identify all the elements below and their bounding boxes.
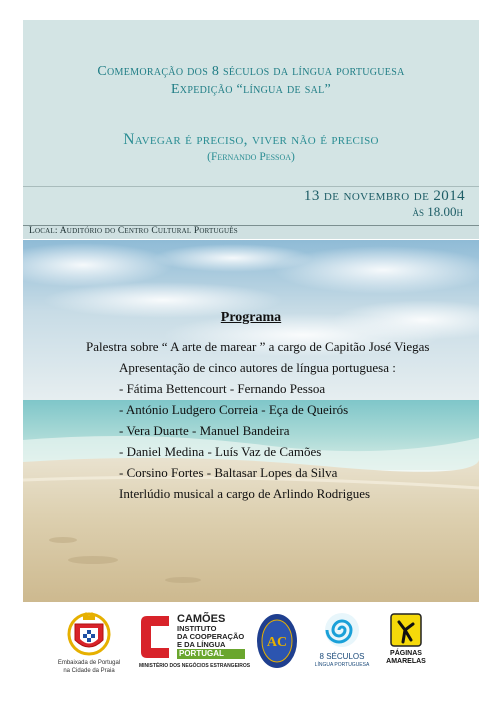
academia-seal-logo bbox=[255, 612, 299, 670]
camoes-sub3: E DA LÍNGUA bbox=[177, 640, 226, 649]
programa-line: - Vera Duarte - Manuel Bandeira bbox=[119, 423, 290, 438]
poster bbox=[23, 20, 479, 686]
event-title: Comemoração dos 8 séculos da língua portuguesa bbox=[97, 64, 405, 79]
walking-fingers-icon bbox=[383, 612, 429, 650]
camoes-logo bbox=[139, 614, 249, 678]
programa-line: - Fátima Bettencourt - Fernando Pessoa bbox=[119, 381, 326, 396]
camoes-name: CAMÕES bbox=[177, 613, 226, 625]
svg-text:AC: AC bbox=[266, 635, 288, 650]
embaixada-line1: Embaixada de Portugal bbox=[57, 660, 121, 666]
embaixada-logo bbox=[53, 610, 125, 686]
spiral-icon bbox=[311, 610, 373, 650]
programa-line: Interlúdio musical a cargo de Arlindo Rodrigues bbox=[119, 486, 371, 501]
camoes-sub2: DA COOPERAÇÃO bbox=[177, 632, 245, 641]
seal-emblem-icon bbox=[255, 612, 299, 670]
programa-line: - Corsino Fortes - Baltasar Lopes da Silva bbox=[119, 465, 338, 480]
portugal-coat-of-arms-icon bbox=[53, 610, 125, 658]
programa-line: - Daniel Medina - Luís Vaz de Camões bbox=[119, 444, 322, 459]
event-date: 13 de novembro de 2014 bbox=[303, 188, 465, 204]
header-panel bbox=[23, 20, 479, 238]
programa-line: Palestra sobre “ A arte de marear ” a cargo de Capitão José Viegas bbox=[86, 339, 430, 354]
seculos-line1: 8 SÉCULOS bbox=[319, 652, 365, 661]
header-divider bbox=[23, 186, 479, 187]
camoes-country: PORTUGAL bbox=[177, 649, 245, 659]
programa-line: - António Ludgero Correia - Eça de Queirós bbox=[119, 402, 349, 417]
paginas-line2: AMARELAS bbox=[386, 658, 426, 665]
sponsor-logos bbox=[23, 602, 479, 686]
seculos-line2: LÍNGUA PORTUGUESA bbox=[314, 662, 370, 668]
programa-line: Apresentação de cinco autores de língua portuguesa : bbox=[119, 360, 396, 375]
paginas-line1: PÁGINAS bbox=[390, 650, 422, 657]
paginas-amarelas-logo bbox=[383, 612, 429, 676]
programa-title: Programa bbox=[220, 310, 282, 325]
oito-seculos-logo bbox=[311, 610, 373, 678]
camoes-c-icon bbox=[139, 614, 173, 660]
programa-section bbox=[23, 240, 479, 602]
embaixada-line2: na Cidade da Praia bbox=[63, 668, 115, 674]
motto-quote: Navegar é preciso, viver não é preciso bbox=[123, 131, 379, 148]
camoes-ministry: MINISTÉRIO DOS NEGÓCIOS ESTRANGEIROS bbox=[139, 663, 251, 669]
camoes-sub1: INSTITUTO bbox=[177, 624, 217, 633]
location-bar bbox=[23, 225, 479, 239]
location-text: Local: Auditório do Centro Cultural Português bbox=[29, 226, 238, 236]
event-time: às 18.00h bbox=[412, 204, 463, 219]
event-subtitle: Expedição “língua de sal” bbox=[170, 82, 332, 97]
motto-author: (Fernando Pessoa) bbox=[207, 151, 295, 163]
